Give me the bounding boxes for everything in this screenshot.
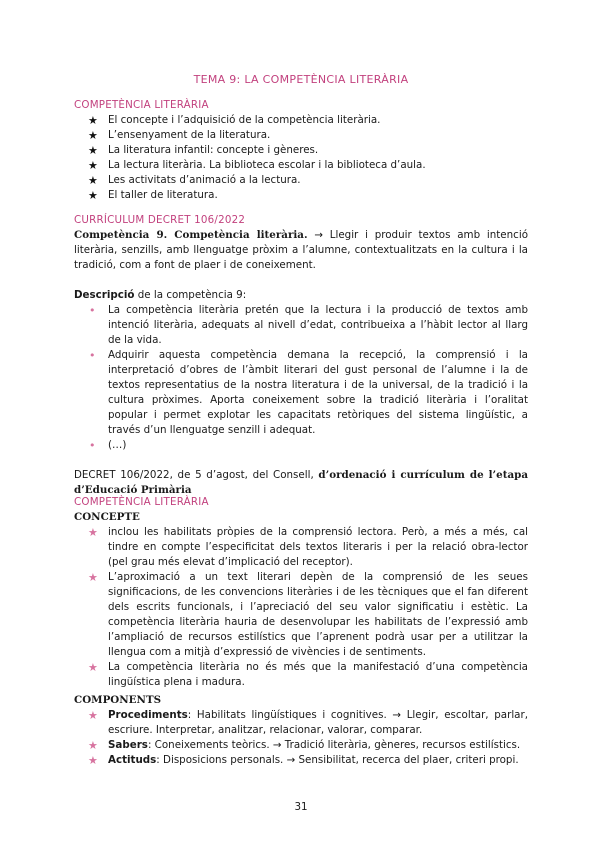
list-item: ★ La literatura infantil: concepte i gèneres. [88,144,319,157]
section-concepte [74,495,528,690]
decret-reference: DECRET 106/2022, de 5 d’agost, del Consell, d’ordenació i currículum de l’etapa d’Educació Primària [74,469,528,496]
star-icon: ★ [88,571,98,584]
bullet-icon: • [89,349,96,362]
list-item: ★ Sabers: Coneixements teòrics. → Tradició literària, gèneres, recursos estilístics. [88,739,521,752]
page-number: 31 [294,801,308,813]
list-item: ★ Actituds: Disposicions personals. → Sensibilitat, recerca del plaer, criteri propi. [88,754,519,767]
list-item: • Adquirir aquesta competència demana la recepció, la comprensió i la interpretació d’obres de l’àmbit literari del gust personal de l’alumne i la de textos representatius de la nostra literatura i de la universal, de la tradició i la cultura pròximes. Aporta coneixement sobre la tradició literària i l’oralitat popular i permet explotar les capacitats retòriques del sistema lingüístic, a través d’un llenguatge senzill i adequat. [89,349,528,436]
star-icon: ★ [88,754,98,767]
star-icon: ★ [88,739,98,752]
section-heading: CURRÍCULUM DECRET 106/2022 [74,214,246,226]
components-list [74,708,528,768]
list-item: ★ inclou les habilitats pròpies de la comprensió lectora. Però, a més a més, cal tindre en compte l’especificitat dels textos literaris i per la relació obra-lector (pel grau més elevat d’implicació del receptor). [88,526,528,568]
bullet-icon: • [89,439,96,452]
section-competencia-literaria [74,98,528,203]
competencia-paragraph: Competència 9. Competència literària. → Llegir i produir textos amb intenció literària, senzills, amb llenguatge pròxim a l’alumne, contextualitzats en la cultura i la tradició, com a font de plaer i de coneixement. [74,229,528,271]
topic-list [74,113,528,203]
bullet-icon: • [89,304,96,317]
list-item: • (…) [89,439,127,452]
star-icon: ★ [88,129,98,142]
list-item: ★ El concepte i l’adquisició de la competència literària. [88,114,381,127]
star-icon: ★ [88,661,98,674]
star-icon: ★ [88,114,98,127]
list-item: ★ Les activitats d’animació a la lectura. [88,174,301,187]
list-item: • La competència literària pretén que la lectura i la producció de textos amb intenció literària, adequats al nivell d’edat, contribueixa a l’hàbit lector al llarg de la vida. [89,304,528,346]
star-icon: ★ [88,144,98,157]
section-heading: COMPONENTS [74,694,162,706]
section-curriculum [74,213,528,498]
page-title: TEMA 9: LA COMPETÈNCIA LITERÀRIA [193,73,409,86]
list-item: ★ La lectura literària. La biblioteca escolar i la biblioteca d’aula. [88,159,426,172]
descripcio-line: Descripció de la competència 9: [74,289,247,301]
star-icon: ★ [88,159,98,172]
list-item: ★ Procediments: Habilitats lingüístiques i cognitives. → Llegir, escoltar, parlar, escriure. Interpretar, analitzar, relacionar, valorar, comparar. [88,709,528,736]
section-components [74,693,528,768]
star-icon: ★ [88,709,98,722]
subsection-heading: CONCEPTE [74,511,140,523]
star-icon: ★ [88,174,98,187]
list-item: ★ La competència literària no és més que la manifestació d’una competència lingüística plena i madura. [88,661,528,688]
section-heading: COMPETÈNCIA LITERÀRIA [74,99,209,111]
list-item: ★ L’aproximació a un text literari depèn de la comprensió de les seues significacions, de les convencions literàries i de les tècniques que el fan diferent dels escrits funcionals, i l’apreciació del seu valor significatiu i estètic. La competència literària hauria de desenvolupar les habilitats de l’expressió amb l’ampliació de recursos estilístics que l’aprenent podrà usar per a utilitzar la llengua com a mitjà d’expressió de vivències i de sentiments. [88,571,528,658]
list-item: ★ L’ensenyament de la literatura. [88,129,271,142]
star-icon: ★ [88,526,98,539]
list-item: ★ El taller de literatura. [88,189,218,202]
section-heading: COMPETÈNCIA LITERÀRIA [74,496,209,508]
descripcio-list [74,303,528,453]
concepte-list [74,525,528,690]
star-icon: ★ [88,189,98,202]
